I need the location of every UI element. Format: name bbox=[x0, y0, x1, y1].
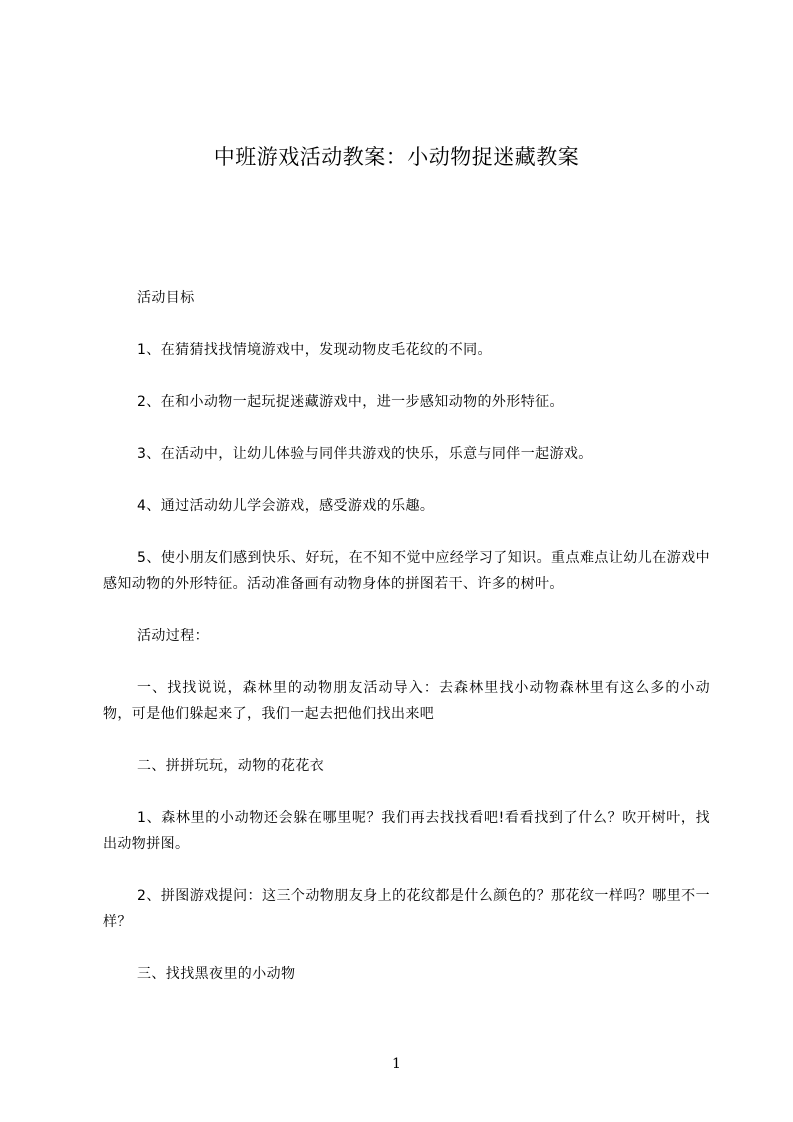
paragraph-activity-goals-heading: 活动目标 bbox=[137, 290, 195, 306]
paragraph-goal-4: 4、通过活动幼儿学会游戏，感受游戏的乐趣。 bbox=[137, 498, 435, 514]
paragraph-goal-2: 2、在和小动物一起玩捉迷藏游戏中，进一步感知动物的外形特征。 bbox=[137, 394, 564, 410]
paragraph-goal-3: 3、在活动中，让幼儿体验与同伴共游戏的快乐，乐意与同伴一起游戏。 bbox=[137, 446, 593, 462]
paragraph-goal-5: 5、使小朋友们感到快乐、好玩，在不知不觉中应经学习了知识。重点难点让幼儿在游戏中感知动物的外形特征。活动准备画有动物身体的拼图若干、许多的树叶。 bbox=[103, 550, 710, 592]
document-body bbox=[103, 285, 710, 1013]
paragraph-step-1: 一、找找说说，森林里的动物朋友活动导入：去森林里找小动物森林里有这么多的小动物，可是他们躲起来了，我们一起去把他们找出来吧 bbox=[103, 680, 710, 722]
paragraph-step-2-heading: 二、拼拼玩玩，动物的花花衣 bbox=[137, 758, 325, 774]
paragraph-step-2-2: 2、拼图游戏提问：这三个动物朋友身上的花纹都是什么颜色的？那花纹一样吗？哪里不一样？ bbox=[103, 888, 710, 930]
paragraph-step-2-1: 1、森林里的小动物还会躲在哪里呢？我们再去找找看吧!看看找到了什么？吹开树叶，找出动物拼图。 bbox=[103, 810, 710, 852]
paragraph-step-3-heading: 三、找找黑夜里的小动物 bbox=[137, 966, 296, 982]
page-number: 1 bbox=[392, 1056, 401, 1072]
paragraph-goal-1: 1、在猜猜找找情境游戏中，发现动物皮毛花纹的不同。 bbox=[137, 342, 492, 358]
document-title: 中班游戏活动教案：小动物捉迷藏教案 bbox=[213, 145, 580, 169]
paragraph-process-heading: 活动过程： bbox=[137, 628, 209, 644]
